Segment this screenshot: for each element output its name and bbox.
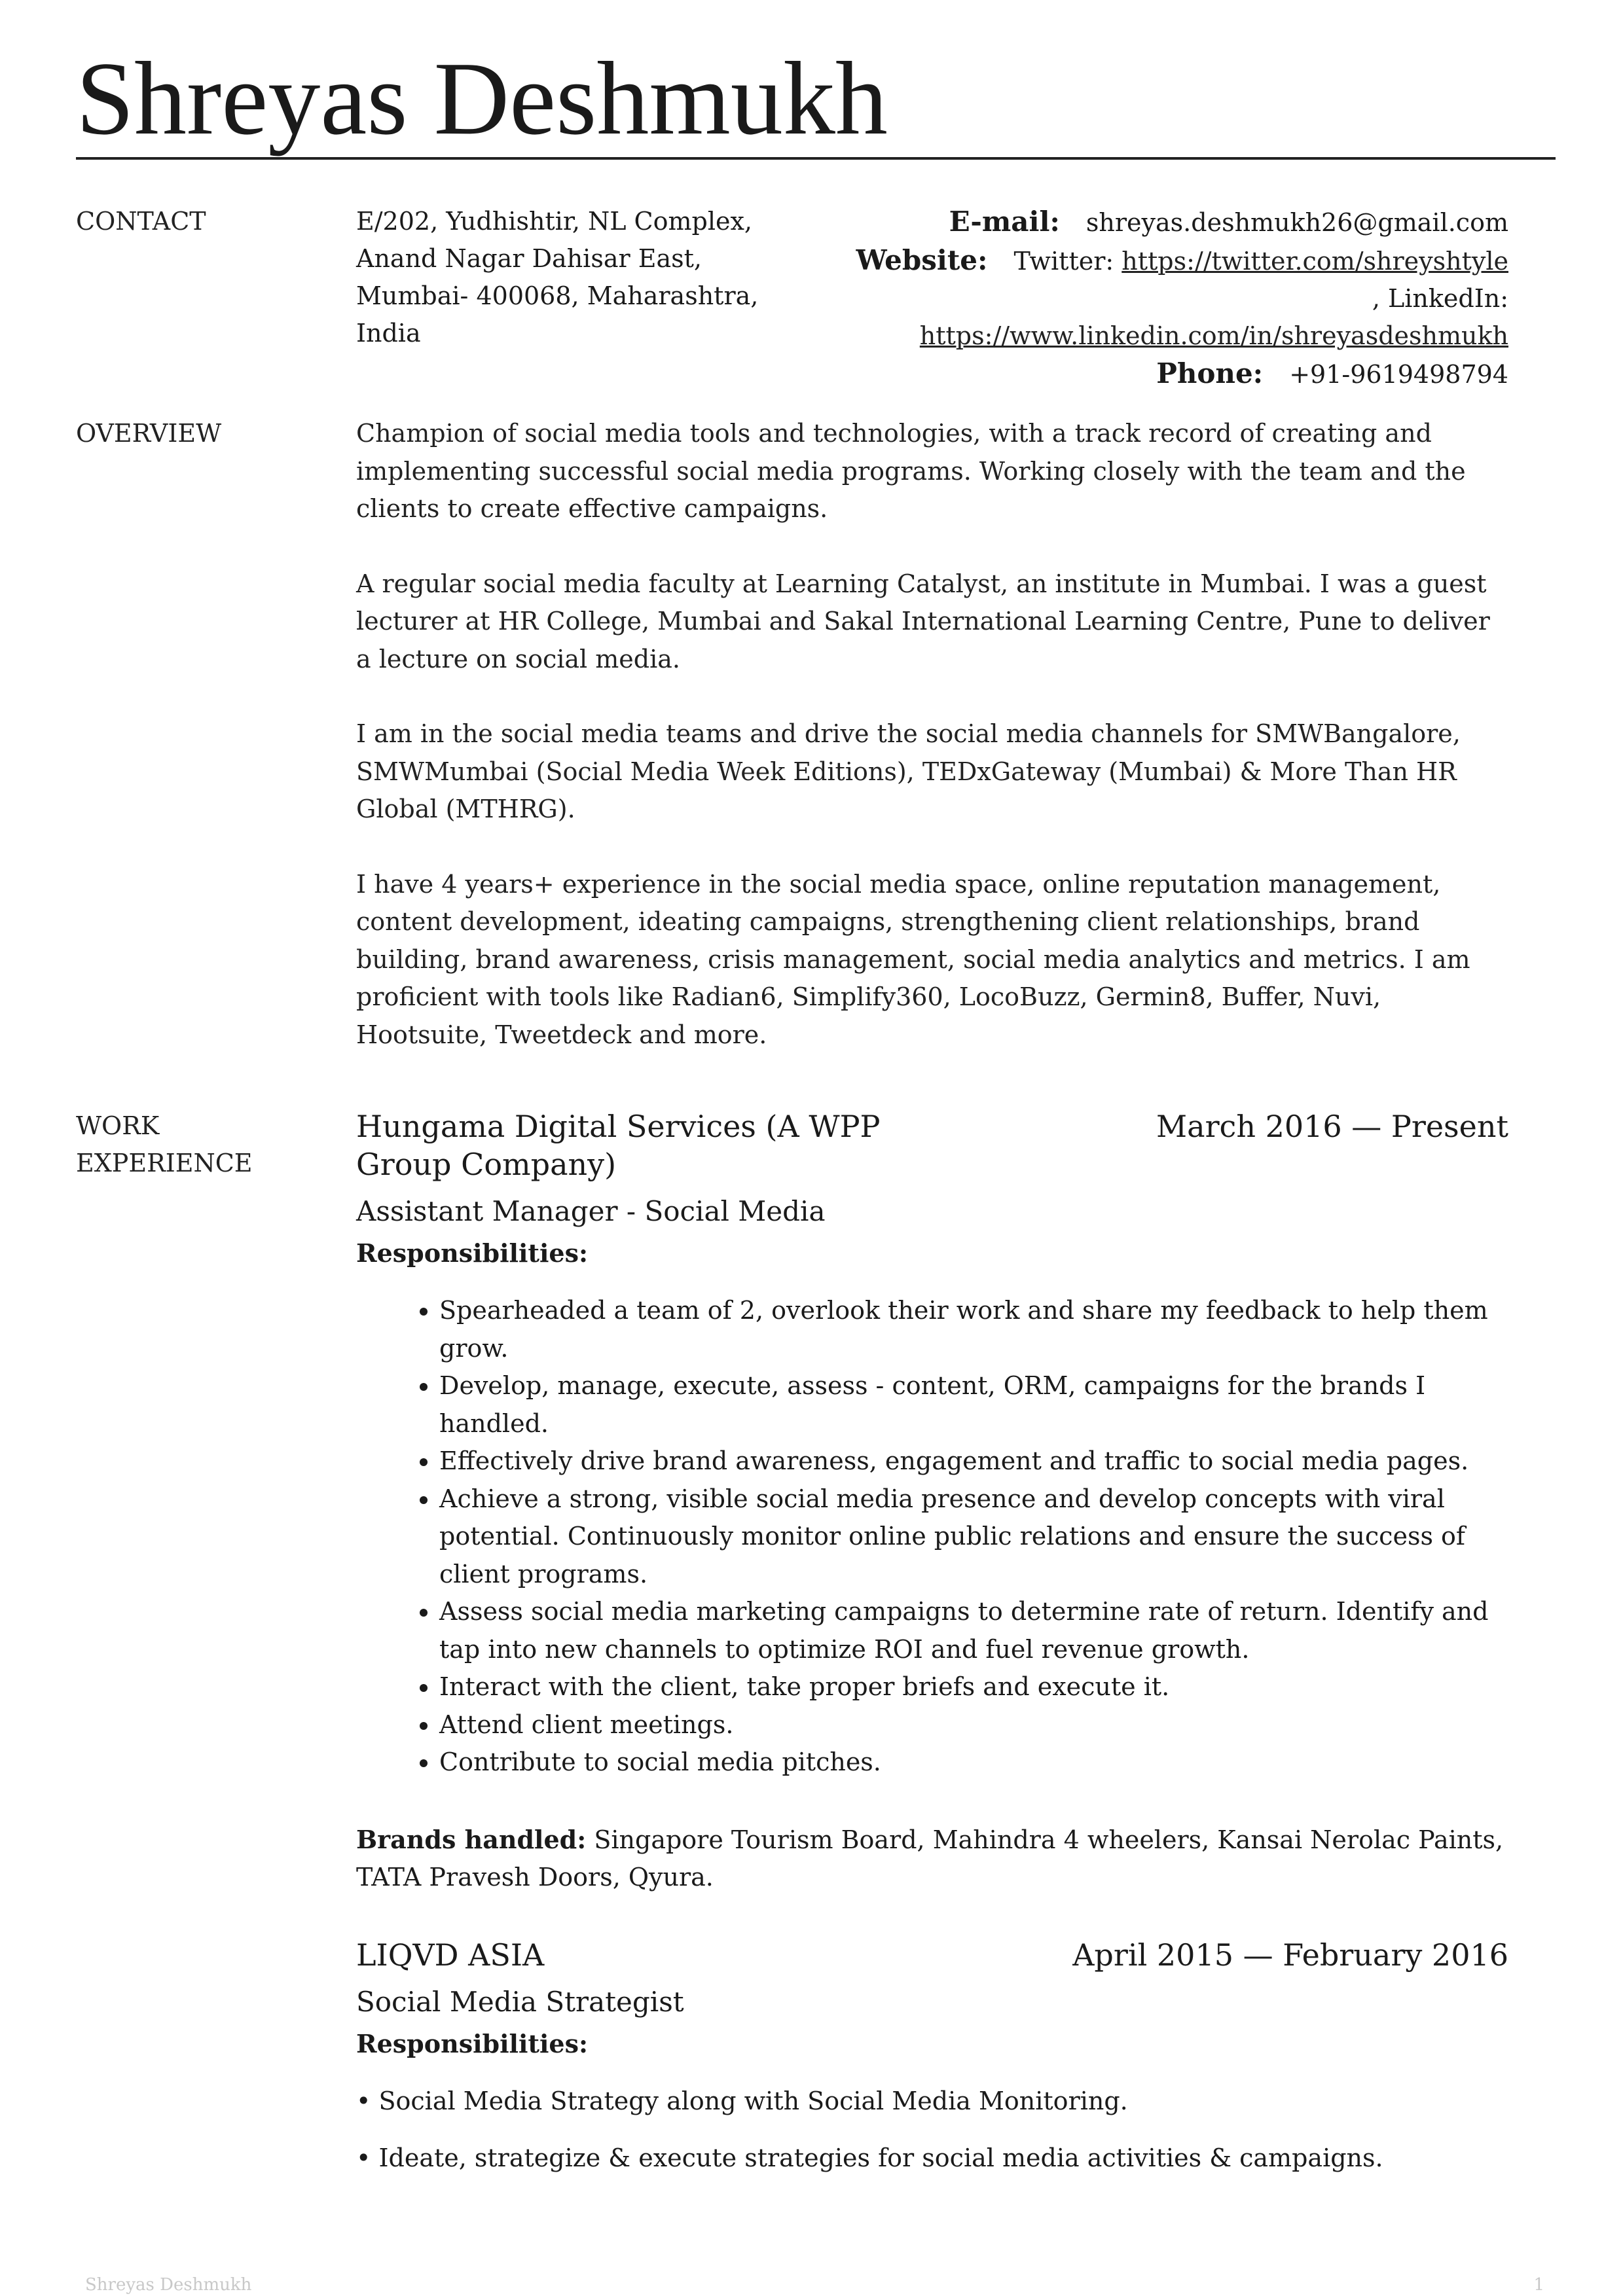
twitter-prefix: Twitter: xyxy=(1013,247,1122,276)
work-experience-section xyxy=(356,1107,1508,2178)
twitter-link[interactable]: https://twitter.com/shreyshtyle xyxy=(1122,247,1508,276)
list-item: • Social Media Strategy along with Social Media Monitoring. xyxy=(356,2086,1128,2115)
responsibilities-list xyxy=(356,1292,1508,1782)
footer-name: Shreyas Deshmukh xyxy=(85,2275,252,2295)
responsibilities-label: Responsibilities: xyxy=(356,1238,588,1268)
list-item: • Spearheaded a team of 2, overlook their work and share my feedback to help them grow. xyxy=(439,1292,1508,1367)
address-line: India xyxy=(356,319,421,348)
job-header xyxy=(356,1936,1508,1974)
section-label-overview: OVERVIEW xyxy=(76,419,222,448)
brands-handled xyxy=(356,1821,1508,1897)
contact-address xyxy=(356,203,814,352)
contact-details xyxy=(856,203,1508,393)
list-item: • Develop, manage, execute, assess - content, ORM, campaigns for the brands I handled. xyxy=(439,1367,1508,1443)
address-line: E/202, Yudhishtir, NL Complex, xyxy=(356,207,753,236)
email-value[interactable]: shreyas.deshmukh26@gmail.com xyxy=(1085,208,1508,237)
job-header xyxy=(356,1107,1508,1183)
section-label-line: WORK xyxy=(76,1111,160,1140)
section-label-work-experience xyxy=(76,1107,253,1182)
linkedin-prefix: , LinkedIn: xyxy=(1372,284,1508,313)
phone-label: Phone: xyxy=(1156,357,1264,389)
job-company: Hungama Digital Services (A WPP Group Company) xyxy=(356,1109,881,1182)
job-dates: April 2015 — February 2016 xyxy=(1072,1937,1508,1973)
job-role: Assistant Manager - Social Media xyxy=(356,1195,826,1227)
header-divider xyxy=(76,157,1556,160)
responsibilities-label: Responsibilities: xyxy=(356,2028,588,2058)
overview-paragraph: Champion of social media tools and technologies, with a track record of creating and implementing successful social media programs. Working closely with the team and the clients to create effective campaigns. xyxy=(356,419,1466,523)
overview-paragraph: I have 4 years+ experience in the social media space, online reputation management, content development, ideating campaigns, strengthening client relationships, brand building, brand awareness, crisis management, social media analytics and metrics. I am proficient with tools like Radian6, Simplify360, LocoBuzz, Germin8, Buffer, Nuvi, Hootsuite, Tweetdeck and more. xyxy=(356,869,1470,1049)
list-item: • Attend client meetings. xyxy=(439,1706,1508,1744)
list-item: • Contribute to social media pitches. xyxy=(439,1744,1508,1782)
brands-list: Singapore Tourism Board, Mahindra 4 wheelers, Kansai Nerolac Paints, TATA Pravesh Doors, Qyura. xyxy=(356,1825,1504,1892)
list-item: • Interact with the client, take proper briefs and execute it. xyxy=(439,1668,1508,1706)
list-item: • Assess social media marketing campaigns to determine rate of return. Identify and tap into new channels to optimize ROI and fuel revenue growth. xyxy=(439,1593,1508,1668)
list-item: • Effectively drive brand awareness, engagement and traffic to social media pages. xyxy=(439,1443,1508,1480)
overview-paragraph: A regular social media faculty at Learning Catalyst, an institute in Mumbai. I was a guest lecturer at HR College, Mumbai and Sakal International Learning Centre, Pune to deliver a lecture on social media. xyxy=(356,569,1490,673)
job-company: LIQVD ASIA xyxy=(356,1937,545,1973)
address-line: Mumbai- 400068, Maharashtra, xyxy=(356,281,759,310)
list-item: • Ideate, strategize & execute strategies for social media activities & campaigns. xyxy=(356,2144,1383,2172)
section-label-contact: CONTACT xyxy=(76,207,206,236)
email-row xyxy=(856,203,1508,242)
section-label-line: EXPERIENCE xyxy=(76,1149,253,1177)
address-line: Anand Nagar Dahisar East, xyxy=(356,244,702,273)
job-dates: March 2016 — Present xyxy=(1156,1109,1508,1144)
website-label: Website: xyxy=(856,244,988,276)
overview-paragraph: I am in the social media teams and drive the social media channels for SMWBangalore, SMWMumbai (Social Media Week Editions), TEDxGateway (Mumbai) & More Than HR Global (MTHRG). xyxy=(356,719,1461,823)
website-row xyxy=(856,242,1508,280)
overview-section xyxy=(356,415,1508,1091)
resume-name: Shreyas Deshmukh xyxy=(76,40,888,156)
job-role: Social Media Strategist xyxy=(356,1985,684,2018)
email-label: E-mail: xyxy=(949,206,1060,238)
list-item: • Achieve a strong, visible social media presence and develop concepts with viral potential. Continuously monitor online public relations and ensure the success of client programs. xyxy=(439,1480,1508,1594)
phone-value: +91-9619498794 xyxy=(1289,360,1508,389)
job-entry xyxy=(356,1107,1508,1897)
brands-label: Brands handled: xyxy=(356,1824,587,1854)
phone-row xyxy=(856,355,1508,393)
job-entry xyxy=(356,1936,1508,2178)
page-number: 1 xyxy=(1533,2275,1544,2295)
linkedin-link[interactable]: https://www.linkedin.com/in/shreyasdeshmukh xyxy=(919,321,1508,350)
